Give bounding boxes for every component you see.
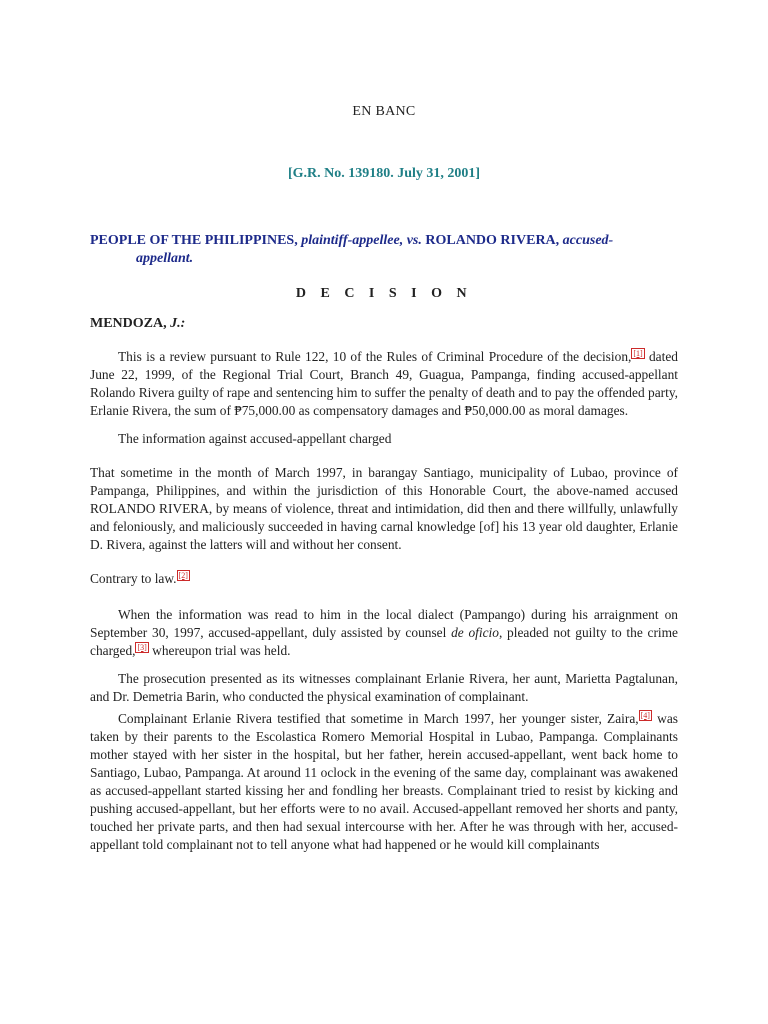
ponente xyxy=(90,316,185,332)
decision-title: D E C I S I O N xyxy=(295,286,473,301)
division-heading: EN BANC xyxy=(352,104,416,119)
paragraph-4 xyxy=(90,570,678,588)
footnote-link-4[interactable]: [4] xyxy=(640,710,650,720)
footnote-link-3[interactable]: [3] xyxy=(137,642,147,652)
paragraph-1 xyxy=(90,348,678,420)
paragraph-text: Complainant Erlanie Rivera testified that sometime in March 1997, her younger sister, Zaira, xyxy=(118,711,639,726)
quoted-information: That sometime in the month of March 1997, in barangay Santiago, municipality of Lubao, province of Pampanga, Philippines, and within the jurisdiction of this Honorable Court, the above-named accused ROLANDO RIVERA, by means of violence, threat and intimidation, did then and there willfully, unlawfully and feloniously, and maliciously succeeded in having carnal knowledge [of] his 13 year old daughter, Erlanie D. Rivera, against the latters will and without her consent. xyxy=(90,465,678,552)
paragraph-text: , pleaded not guilty to the crime charged, xyxy=(90,625,678,658)
paragraph-text: Contrary to law. xyxy=(90,571,177,586)
plaintiff-name: PEOPLE OF THE PHILIPPINES, xyxy=(90,233,298,248)
ponente-name: MENDOZA, xyxy=(90,316,167,331)
footnote-link-1[interactable]: [1] xyxy=(633,348,643,358)
decision-body xyxy=(90,348,678,854)
plaintiff-role: plaintiff-appellee, xyxy=(301,233,404,248)
accused-role-part2: appellant. xyxy=(136,251,194,266)
case-parties xyxy=(90,232,678,268)
ponente-title: J.: xyxy=(170,316,186,331)
accused-role-part1: accused- xyxy=(562,233,614,248)
accused-name: ROLANDO RIVERA, xyxy=(425,233,560,248)
case-number: [G.R. No. 139180. July 31, 2001] xyxy=(287,166,481,181)
paragraph-italic: de oficio xyxy=(451,625,499,640)
paragraph-2: The information against accused-appellant charged xyxy=(118,431,392,446)
paragraph-text: whereupon trial was held. xyxy=(148,643,291,658)
paragraph-7 xyxy=(90,710,678,854)
paragraph-6: The prosecution presented as its witnesses complainant Erlanie Rivera, her aunt, Marietta Pagtalunan, and Dr. Demetria Barin, who conducted the physical examination of complainant. xyxy=(90,671,678,704)
versus: vs. xyxy=(406,233,422,248)
paragraph-text: dated June 22, 1999, of the Regional Trial Court, Branch 49, Guagua, Pampanga, finding accused-appellant Rolando Rivera guilty of rape and sentencing him to suffer the penalty of death and to pay the offended party, Erlanie Rivera, the sum of ₱75,000.00 as compensatory damages and ₱50,000.00 as moral damages. xyxy=(90,349,678,418)
paragraph-text: When the information was read to him in the local dialect (Pampango) during his arraignment on September 30, 1997, accused-appellant, duly assisted by counsel xyxy=(90,607,678,640)
paragraph-text: This is a review pursuant to Rule 122, 10 of the Rules of Criminal Procedure of the decision, xyxy=(118,349,632,364)
paragraph-5 xyxy=(90,606,678,660)
paragraph-text: was taken by their parents to the Escolastica Romero Memorial Hospital in Lubao, Pampanga. Complainants mother stayed with her sister in the hospital, but her father, herein accused-appellant, went back home to Santiago, Lubao, Pampanga. At around 11 oclock in the evening of the same day, complainant was awakened as accused-appellant started kissing her and fondling her breasts. Complainant tried to resist by kicking and pushing accused-appellant, but her efforts were to no avail. Accused-appellant removed her shorts and panty, touched her private parts, and then had sexual intercourse with her. After he was through with her, accused-appellant told complainant not to tell anyone what had happened or he would kill complainants xyxy=(90,711,678,852)
footnote-link-2[interactable]: [2] xyxy=(178,570,188,580)
